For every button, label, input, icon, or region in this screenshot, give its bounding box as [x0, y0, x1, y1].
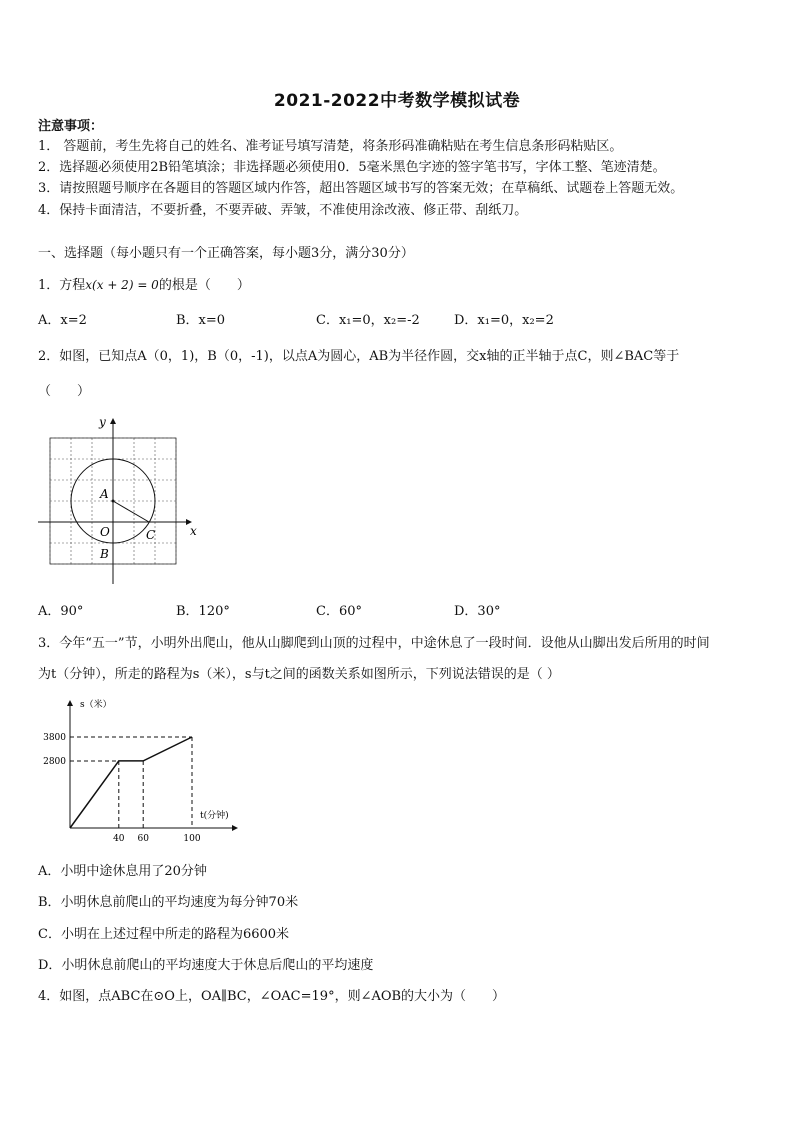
label-o: O [100, 525, 110, 539]
notice-item-2: 2．选择题必须使用2B铅笔填涂；非选择题必须使用0．5毫米黑色字迹的签字笔书写，字体工整、笔迹清楚。 [38, 160, 666, 175]
question-2-options [38, 604, 758, 620]
question-1-option-d[interactable]: D．x₁=0，x₂=2 [454, 313, 554, 328]
question-1-equation: x(x + 2) = 0 [85, 278, 159, 292]
label-y: y [99, 415, 106, 429]
graph-xtick-100: 100 [183, 834, 201, 844]
notice-item-1: 1． 答题前，考生先将自己的姓名、准考证号填写清楚，将条形码准确粘贴在考生信息条形码粘贴区。 [38, 139, 623, 154]
label-x: x [190, 524, 197, 538]
question-3-option-d[interactable]: D．小明休息前爬山的平均速度大于休息后爬山的平均速度 [38, 958, 374, 973]
question-2-option-d[interactable]: D．30° [454, 604, 501, 619]
question-3-graph [36, 694, 246, 846]
question-3-option-c[interactable]: C．小明在上述过程中所走的路程为6600米 [38, 927, 290, 942]
notice-item-4: 4．保持卡面清洁，不要折叠，不要弄破、弄皱，不准使用涂改液、修正带、刮纸刀。 [38, 203, 528, 218]
graph-y-arrow-icon [67, 700, 73, 706]
question-1-option-b[interactable]: B．x=0 [176, 313, 226, 328]
question-2-option-a[interactable]: A．90° [38, 604, 84, 619]
question-3-option-b[interactable]: B．小明休息前爬山的平均速度为每分钟70米 [38, 895, 299, 910]
notice-heading: 注意事项： [38, 119, 104, 134]
question-2-blank: （ ） [38, 384, 91, 399]
graph-xtick-40: 40 [113, 834, 125, 844]
question-3-stem-2: 为t（分钟），所走的路程为s（米），s与t之间的函数关系如图所示，下列说法错误的是（ ） [38, 667, 560, 682]
question-4-stem: 4．如图，点ABC在⊙O上，OA∥BC，∠OAC=19°，则∠AOB的大小为（ ） [38, 989, 506, 1004]
segment-ac [113, 501, 149, 522]
question-2-option-b[interactable]: B．120° [176, 604, 230, 619]
label-c: C [146, 528, 156, 542]
question-1-option-a[interactable]: A．x=2 [38, 313, 87, 328]
question-1-stem [38, 277, 250, 294]
question-2-option-c[interactable]: C．60° [316, 604, 362, 619]
graph-x-label: t(分钟) [200, 811, 229, 821]
question-3-stem-1: 3．今年“五一”节，小明外出爬山，他从山脚爬到山顶的过程中，中途休息了一段时间．设他从山脚出发后所用的时间 [38, 636, 710, 651]
graph-ytick-3800: 3800 [43, 733, 66, 743]
question-1-options [38, 313, 758, 329]
page-title: 2021-2022中考数学模拟试卷 [273, 91, 521, 111]
graph-ytick-2800: 2800 [43, 756, 66, 767]
graph-line [70, 737, 192, 828]
notice-item-3: 3．请按照题号顺序在各题目的答题区域内作答，超出答题区域书写的答案无效；在草稿纸、试题卷上答题无效。 [38, 181, 684, 196]
graph-x-arrow-icon [232, 825, 238, 831]
question-3-option-a[interactable]: A．小明中途休息用了20分钟 [38, 864, 207, 879]
graph-y-label: s（米） [80, 700, 112, 710]
point-a [112, 500, 115, 503]
graph-xtick-60: 60 [137, 834, 149, 844]
label-b: B [100, 547, 109, 561]
graph-guides [70, 737, 192, 828]
y-axis-arrow-icon [110, 418, 116, 424]
question-2-figure [36, 412, 206, 592]
question-2-stem: 2．如图，已知点A（0，1)，B（0，-1)，以点A为圆心，AB为半径作圆，交x轴的正半轴于点C，则∠BAC等于 [38, 349, 680, 364]
question-1-prefix: 1．方程 [38, 278, 86, 293]
question-1-suffix: 的根是（ ） [158, 278, 250, 293]
label-a: A [100, 487, 109, 501]
question-1-option-c[interactable]: C．x₁=0，x₂=-2 [316, 313, 420, 328]
section-heading: 一、选择题（每小题只有一个正确答案，每小题3分，满分30分） [38, 246, 414, 261]
